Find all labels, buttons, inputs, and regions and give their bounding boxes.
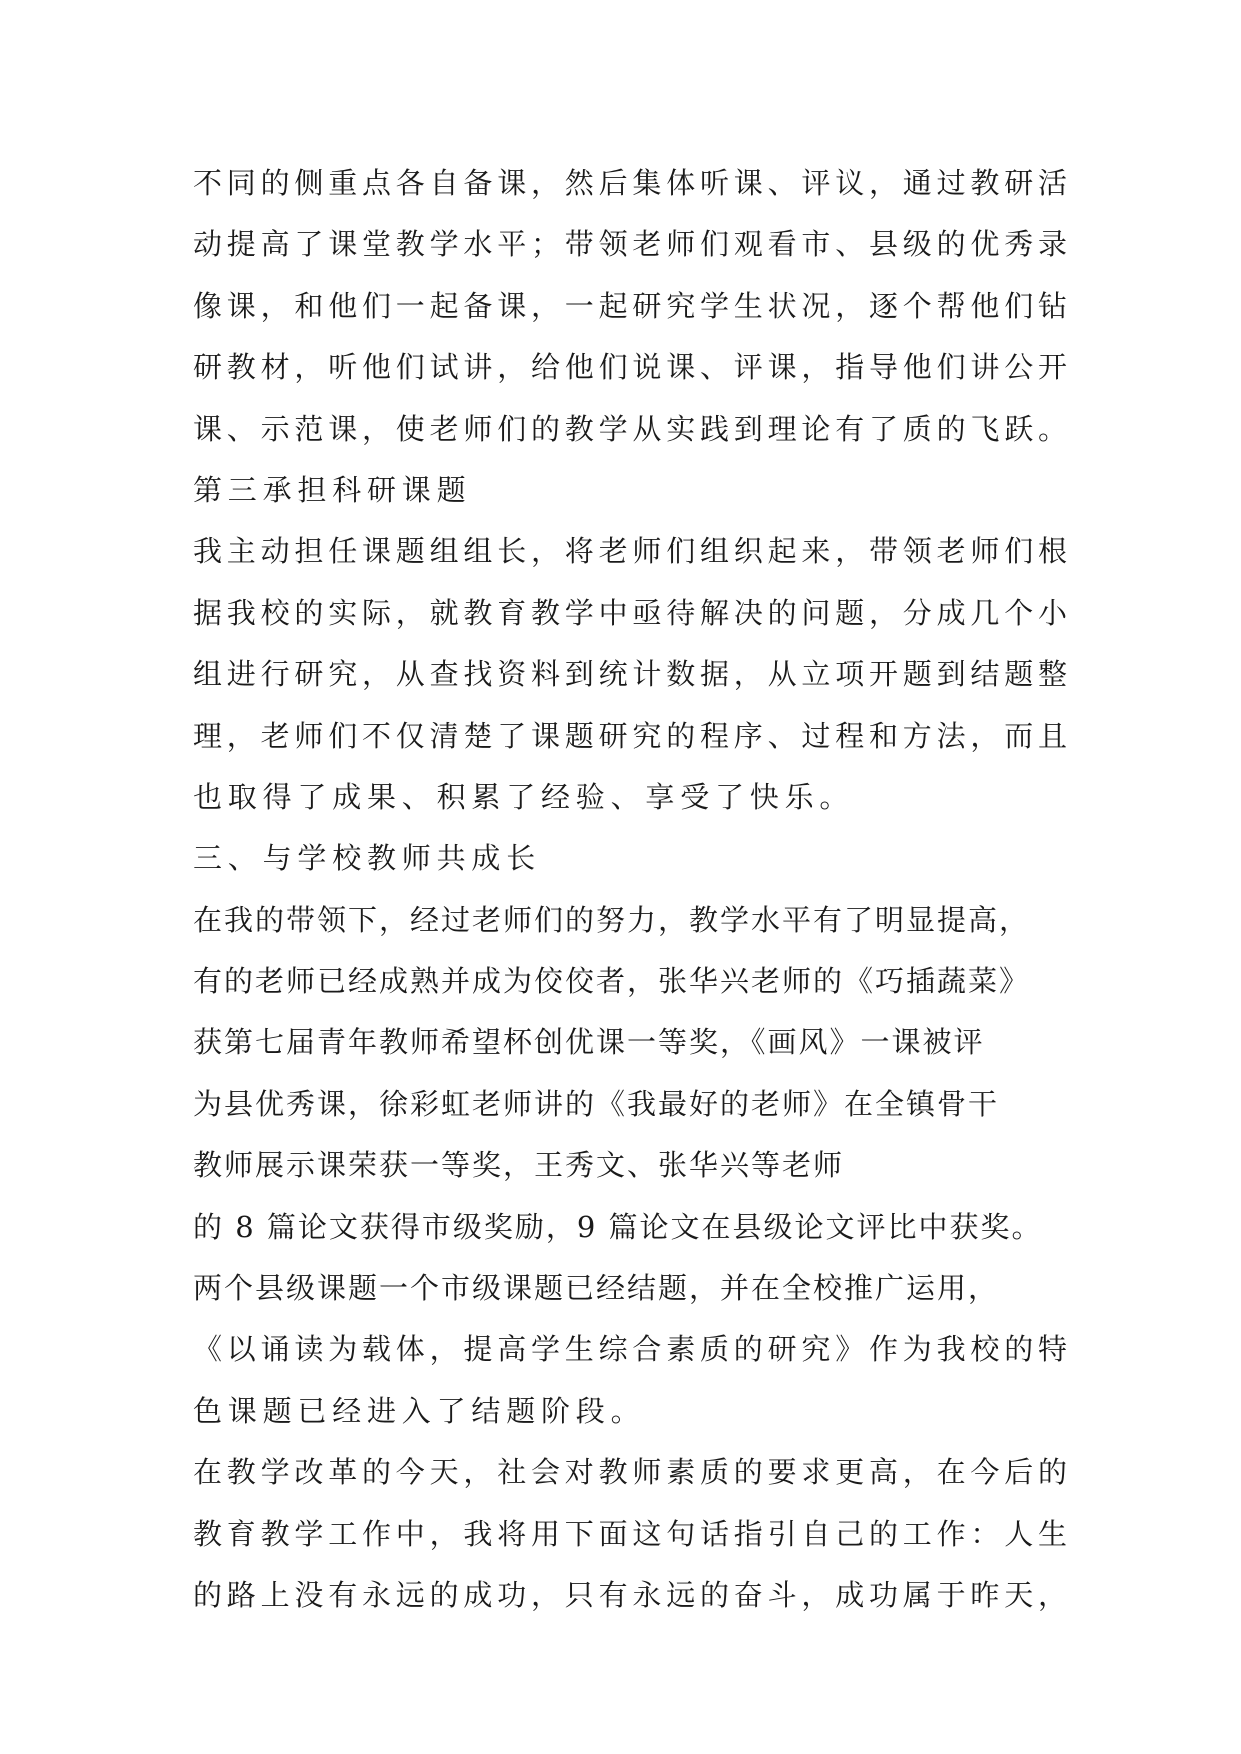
text-line: 教师展示课荣获一等奖，王秀文、张华兴等老师 [193, 1148, 845, 1183]
text-line: 《以诵读为载体，提高学生综合素质的研究》作为我校的特 [193, 1332, 1072, 1367]
text-line: 像课，和他们一起备课，一起研究学生状况，逐个帮他们钻 [193, 288, 1072, 323]
text-line: 据我校的实际，就教育教学中亟待解决的问题，分成几个小 [193, 595, 1072, 630]
text-line: 也取得了成果、积累了经验、享受了快乐。 [193, 779, 855, 814]
text-line: 为县优秀课，徐彩虹老师讲的《我最好的老师》在全镇骨干 [193, 1086, 1000, 1121]
text-line: 的路上没有永远的成功，只有永远的奋斗，成功属于昨天， [193, 1577, 1072, 1612]
text-line: 有的老师已经成熟并成为佼佼者，张华兴老师的《巧插蔬菜》 [193, 964, 1031, 999]
text-line: 在我的带领下，经过老师们的努力，教学水平有了明显提高， [193, 902, 1031, 937]
text-line: 的 8 篇论文获得市级奖励，9 篇论文在县级论文评比中获奖。 [193, 1209, 1043, 1244]
section-heading: 第三承担科研课题 [193, 472, 472, 507]
text-line: 不同的侧重点各自备课，然后集体听课、评议，通过教研活 [193, 166, 1072, 200]
text-line: 理，老师们不仅清楚了课题研究的程序、过程和方法，而且 [193, 718, 1072, 753]
text-line: 课、示范课，使老师们的教学从实践到理论有了质的飞跃。 [193, 411, 1072, 446]
text-line: 动提高了课堂教学水平；带领老师们观看市、县级的优秀录 [193, 227, 1072, 262]
text-line: 获第七届青年教师希望杯创优课一等奖，《画风》一课被评 [193, 1025, 985, 1060]
section-heading: 三、与学校教师共成长 [193, 841, 542, 876]
text-line: 我主动担任课题组组长，将老师们组织起来，带领老师们根 [193, 534, 1072, 569]
text-line: 两个县级课题一个市级课题已经结题，并在全校推广运用， [193, 1271, 1000, 1306]
text-line: 教育教学工作中，我将用下面这句话指引自己的工作：人生 [193, 1516, 1072, 1551]
body-text [193, 153, 1073, 1626]
text-line: 组进行研究，从查找资料到统计数据，从立项开题到结题整 [193, 657, 1072, 692]
text-line: 研教材，听他们试讲，给他们说课、评课，指导他们讲公开 [193, 350, 1072, 385]
text-line: 色课题已经进入了结题阶段。 [193, 1393, 646, 1428]
text-line: 在教学改革的今天，社会对教师素质的要求更高，在今后的 [193, 1455, 1072, 1490]
